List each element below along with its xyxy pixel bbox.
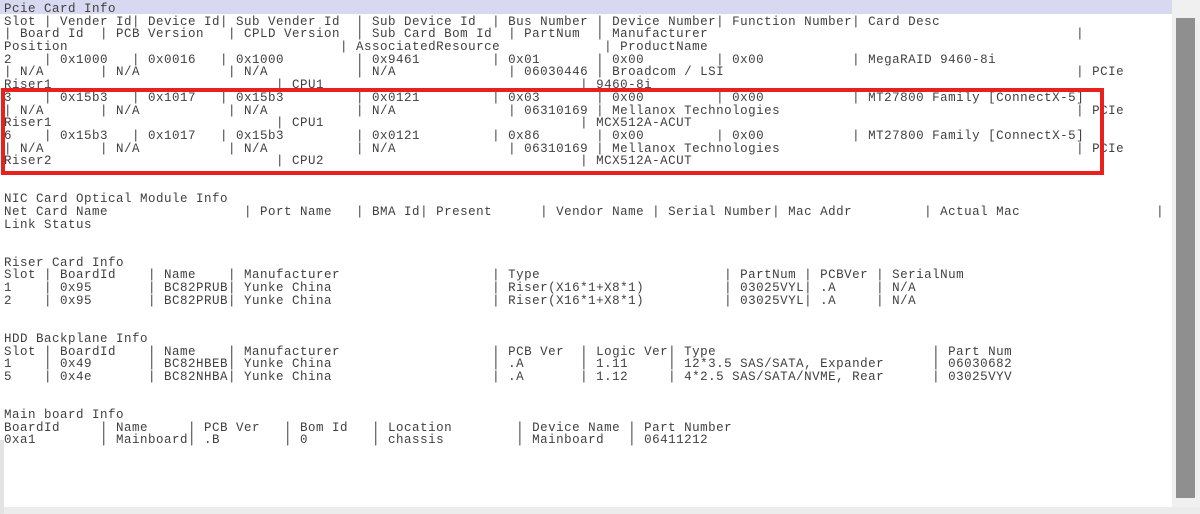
console-line-7: 3 | 0x15b3 | 0x1017 | 0x15b3 | 0x0121 | 0x03 | 0x00 | 0x00 | MT27800 Family [ConnectX-5] [4, 90, 1085, 105]
console-line-11: | N/A | N/A | N/A | N/A | 06310169 | Mellanox Technologies | PCIe [4, 141, 1125, 156]
console-line-32: Main board Info [4, 408, 125, 422]
console-line-33: BoardId | Name | PCB Ver | Bom Id | Location | Device Name | Part Number [4, 420, 733, 435]
console-line-30 [4, 384, 1164, 397]
console-line-9: Riser1 | CPU1 | MCX512A-ACUT [4, 116, 693, 131]
console-line-34: 0xa1 | Mainboard| .B | 0 | chassis | Mainboard | 06411212 [4, 433, 709, 448]
scrollbar-thumb[interactable] [1176, 18, 1195, 498]
console-line-17: Link Status [4, 217, 93, 232]
console-line-27: Slot | BoardId | Name | Manufacturer | PCB Ver | Logic Ver| Type | Part Num [4, 344, 1013, 359]
console-line-24 [4, 308, 1164, 321]
console-line-15: NIC Card Optical Module Info [4, 192, 229, 207]
console-line-21: Slot | BoardId | Name | Manufacturer | Type | PartNum | PCBVer | SerialNum [4, 268, 965, 283]
console-line-5: | N/A | N/A | N/A | N/A | 06030446 | Broadcom / LSI | PCIe [4, 65, 1125, 80]
console-line-6: Riser1 | CPU1 | 9460-8i [4, 78, 653, 93]
console-line-29: 5 | 0x4e | BC82NHBA| Yunke China | .A | 1.12 | 4*2.5 SAS/SATA/NVME, Rear | 03025VYV [4, 369, 1013, 384]
console-text [4, 3, 1164, 447]
console-line-3: Position | AssociatedResource | ProductName [4, 40, 709, 55]
console-line-18 [4, 231, 1164, 244]
console-line-22: 1 | 0x95 | BC82PRUB| Yunke China | Riser(X16*1+X8*1) | 03025VYL| .A | N/A [4, 281, 917, 296]
console-line-31 [4, 396, 1164, 409]
console-line-8: | N/A | N/A | N/A | N/A | 06310169 | Mellanox Technologies | PCIe [4, 103, 1125, 118]
console-line-1: Slot | Vender Id| Device Id| Sub Vender Id | Sub Device Id | Bus Number | Device Number| Function Number| Card Desc [4, 14, 941, 29]
console-line-13 [4, 168, 1164, 181]
console-line-10: 6 | 0x15b3 | 0x1017 | 0x15b3 | 0x0121 | 0x86 | 0x00 | 0x00 | MT27800 Family [ConnectX-5] [4, 128, 1085, 143]
console-line-0: Pcie Card Info [4, 2, 117, 16]
bottom-window-edge [0, 507, 1200, 514]
console-line-4: 2 | 0x1000 | 0x0016 | 0x1000 | 0x9461 | 0x01 | 0x00 | 0x00 | MegaRAID 9460-8i [4, 52, 997, 67]
console-line-25 [4, 320, 1164, 333]
vertical-scrollbar[interactable] [1172, 0, 1200, 514]
left-window-edge [0, 440, 4, 514]
console-line-2: | Board Id | PCB Version | CPLD Version | Sub Card Bom Id | PartNum | Manufacturer | [4, 27, 1085, 42]
console-line-23: 2 | 0x95 | BC82PRUB| Yunke China | Riser(X16*1+X8*1) | 03025VYL| .A | N/A [4, 293, 917, 308]
console-line-19 [4, 244, 1164, 257]
console-line-26: HDD Backplane Info [4, 331, 149, 346]
console-line-16: Net Card Name | Port Name | BMA Id| Present | Vendor Name | Serial Number| Mac Addr | Actual Mac | [4, 205, 1165, 219]
console-line-12: Riser2 | CPU2 | MCX512A-ACUT [4, 154, 693, 169]
console-line-20: Riser Card Info [4, 255, 125, 270]
console-line-28: 1 | 0x49 | BC82HBEB| Yunke China | .A | 1.11 | 12*3.5 SAS/SATA, Expander | 06030682 [4, 357, 1013, 372]
